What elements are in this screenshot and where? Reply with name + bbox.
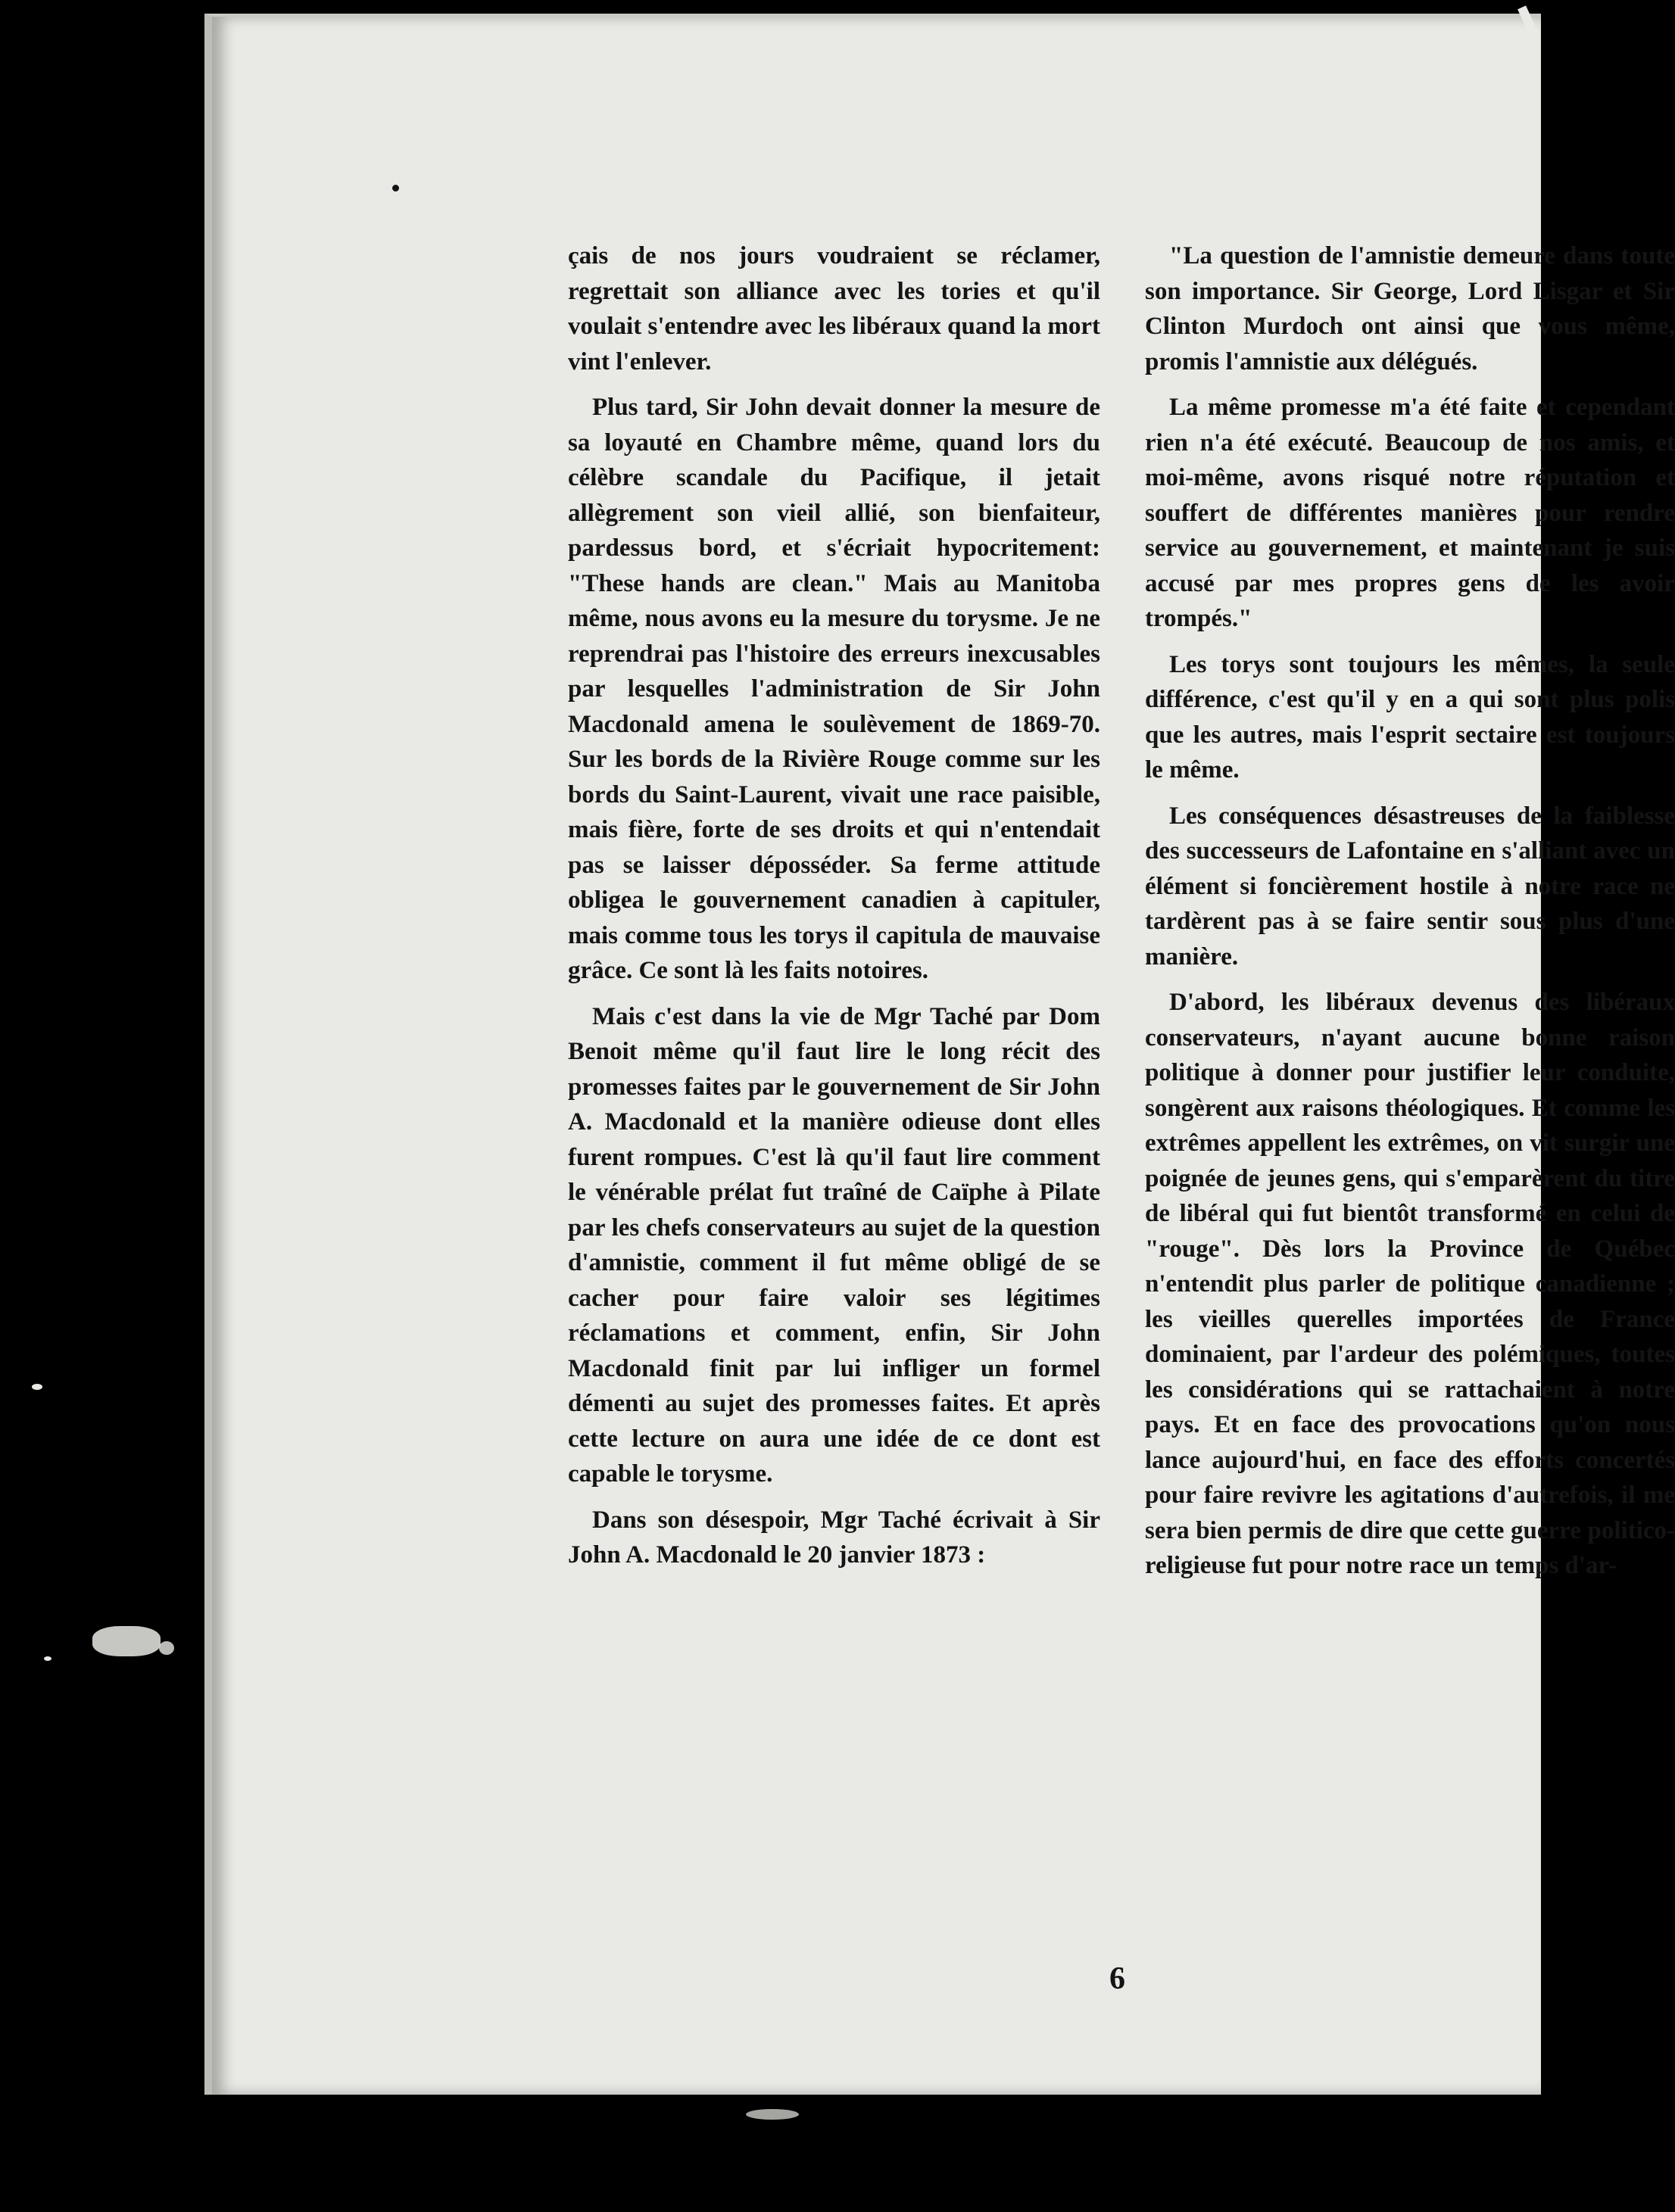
paragraph: çais de nos jours voudraient se réclamer, regrettait son alliance avec les tories et qu'il voulait s'entendre avec les libéraux quand la mort vint l'enlever. <box>568 242 1100 375</box>
paragraph: La même promesse m'a été faite et cependant rien n'a été exécuté. Beaucoup de nos amis, et moi-même, avons risqué notre réputation et souffert de différentes manières pour rendre service au gouvernement, et maintenant je suis accusé par mes propres gens de les avoir trompés." <box>1145 394 1675 632</box>
paragraph: D'abord, les libéraux devenus des libéraux conservateurs, n'ayant aucune bonne raison politique à donner pour justifier leur conduite, songèrent aux raisons théologiques. Et comme les extrêmes appellent les extrêmes, on vit surgir une poignée de jeunes gens, qui s'emparèrent du titre de libéral qui fut bientôt transformé en celui de "rouge". Dès lors la Province de Québec n'entendit plus parler de politique canadienne ; les vieilles querelles importées de France dominaient, par l'ardeur des polémiques, toutes les considérations qui se rattachaient à notre pays. Et en face des provocations qu'on nous lance aujourd'hui, en face des efforts concertés pour faire revivre les agitations d'autrefois, il me sera bien permis de dire que cette guerre politico-religieuse fut pour notre race un temps d'ar- <box>1145 989 1675 1579</box>
page-number: 6 <box>1109 1961 1125 1996</box>
scanned-page <box>204 14 1675 2095</box>
left-text-column <box>568 238 1100 1584</box>
paragraph: Dans son désespoir, Mgr Taché écrivait à Sir John A. Macdonald le 20 janvier 1873 : <box>568 1506 1100 1569</box>
scan-speck <box>746 2109 799 2120</box>
paragraph: Les torys sont toujours les mêmes, la seule différence, c'est qu'il y en a qui sont plus polis que les autres, mais l'esprit sectaire est toujours le même. <box>1145 650 1675 784</box>
scan-speck <box>32 1384 42 1390</box>
paragraph: "La question de l'amnistie demeure dans toute son importance. Sir George, Lord Lisgar et Sir Clinton Murdoch ont ainsi que vous même, promis l'amnistie aux délégués. <box>1145 242 1675 375</box>
scan-speck <box>392 185 399 192</box>
right-text-column <box>1145 238 1675 1594</box>
paragraph: Mais c'est dans la vie de Mgr Taché par Dom Benoit même qu'il faut lire le long récit des promesses faites par le gouvernement de Sir John A. Macdonald et la manière odieuse dont elles furent rompues. C'est là qu'il faut lire comment le vénérable prélat fut traîné de Caïphe à Pilate par les chefs conservateurs au sujet de la question d'amnistie, comment il fut même obligé de se cacher pour faire valoir ses légitimes réclamations et comment, enfin, Sir John Macdonald finit par lui infliger un formel démenti au sujet des promesses faites. Et après cette lecture on aura une idée de ce dont est capable le torysme. <box>568 1002 1100 1488</box>
scan-speck <box>44 1656 51 1661</box>
paragraph: Les conséquences désastreuses de la faiblesse des successeurs de Lafontaine en s'alliant avec un élément si foncièrement hostile à notre race ne tardèrent pas à se faire sentir sous plus d'une manière. <box>1145 802 1675 970</box>
scan-speck <box>92 1626 161 1656</box>
scan-speck <box>159 1641 174 1655</box>
paragraph: Plus tard, Sir John devait donner la mesure de sa loyauté en Chambre même, quand lors du célèbre scandale du Pacifique, il jetait allègrement son vieil allié, son bienfaiteur, pardessus bord, et s'écriait hypocritement: "These hands are clean." Mais au Manitoba même, nous avons eu la mesure du torysme. Je ne reprendrai pas l'histoire des erreurs inexcusables par lesquelles l'administration de Sir John Macdonald amena le soulèvement de 1869-70. Sur les bords de la Rivière Rouge comme sur les bords du Saint-Laurent, vivait une race paisible, mais fière, forte de ses droits et qui n'entendait pas se laisser déposséder. Sa ferme attitude obligea le gouvernement canadien à capituler, mais comme tous les torys il capitula de mauvaise grâce. Ce sont là les faits notoires. <box>568 394 1100 984</box>
